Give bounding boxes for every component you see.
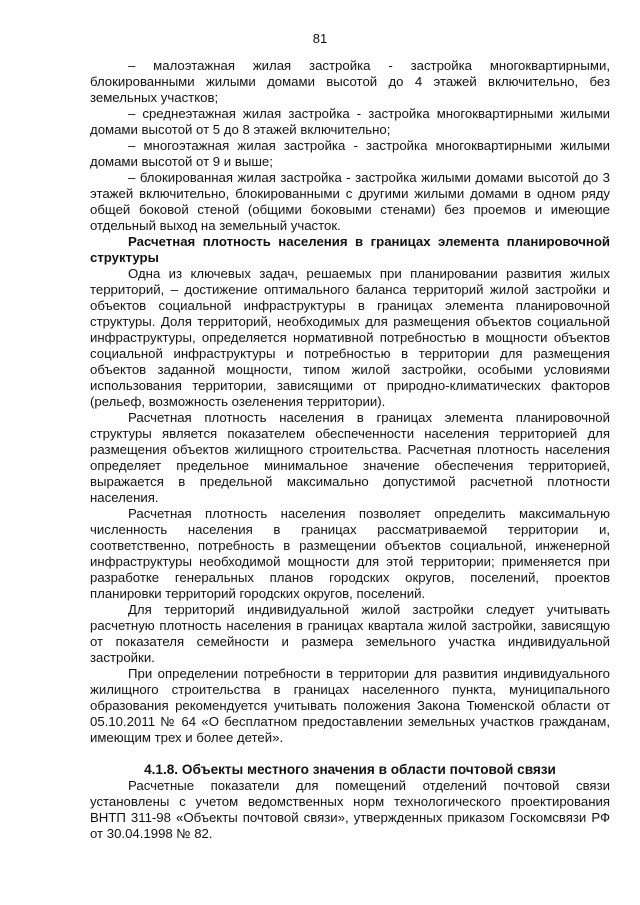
list-item-high-rise: – многоэтажная жилая застройка - застройка многоквартирными жилыми домами высотой от 9 и выше; xyxy=(90,138,610,169)
paragraph-postal-norms: Расчетные показатели для помещений отделений почтовой связи установлены с учетом ведомственных норм технологического проектирования ВНТП 311-98 «Объекты почтовой связи», утвержденных приказом Госкомсвязи РФ от 30.04.1998 № 82. xyxy=(90,778,610,841)
list-item-low-rise: – малоэтажная жилая застройка - застройка многоквартирными, блокированными жилыми домами высотой до 4 этажей включительно, без земельных участков; xyxy=(90,58,610,105)
page-content xyxy=(90,58,610,842)
paragraph-individual-housing: Для территорий индивидуальной жилой застройки следует учитывать расчетную плотность населения в границах квартала жилой застройки, зависящую от показателя семейности и размера земельного участка индивидуальной застройки. xyxy=(90,602,610,665)
page-number: 81 xyxy=(312,31,328,46)
paragraph-max-population: Расчетная плотность населения позволяет определить максимальную численность населения в границах рассматриваемой территории и, соответственно, потребность в размещении объектов социальной, инженерной инфраструктуры необходимой мощности для этой территории; применяется при разработке генеральных планов городских округов, поселений, проектов планировки территорий городских округов, поселений. xyxy=(90,506,610,601)
list-item-blocked: – блокированная жилая застройка - застройка жилыми домами высотой до 3 этажей включительно, блокированными с другими жилыми домами в одном ряду общей боковой стеной (общими боковыми стенами) без проемов и имеющие отдельный выход на земельный участок. xyxy=(90,170,610,233)
subheading-population-density: Расчетная плотность населения в границах элемента планировочной структуры xyxy=(90,234,610,265)
paragraph-density-indicator: Расчетная плотность населения в границах элемента планировочной структуры является показателем обеспеченности населения территорией для размещения объектов жилищного строительства. Расчетная плотность населения определяет предельное минимальное значение обеспечения территорией, выражается в предельной максимально допустимой расчетной плотности населения. xyxy=(90,410,610,505)
list-item-mid-rise: – среднеэтажная жилая застройка - застройка многоквартирными жилыми домами высотой от 5 до 8 этажей включительно; xyxy=(90,106,610,137)
paragraph-tyumen-law: При определении потребности в территории для развития индивидуального жилищного строительства в границах населенного пункта, муниципального образования рекомендуется учитывать положения Закона Тюменской области от 05.10.2011 № 64 «О бесплатном предоставлении земельных участков гражданам, имеющим трех и более детей». xyxy=(90,666,610,745)
section-title-postal: 4.1.8. Объекты местного значения в области почтовой связи xyxy=(144,762,556,777)
paragraph-key-tasks: Одна из ключевых задач, решаемых при планировании развития жилых территорий, – достижение оптимального баланса территорий жилой застройки и объектов социальной инфраструктуры в границах элемента планировочной структуры. Доля территорий, необходимых для размещения объектов социальной инфраструктуры, определяется нормативной потребностью в мощности объектов социальной инфраструктуры и потребностью в территории для размещения объектов заданной мощности, типом жилой застройки, особыми условиями использования территории, зависящими от природно-климатических факторов (рельеф, возможность озеленения территории). xyxy=(90,266,610,409)
